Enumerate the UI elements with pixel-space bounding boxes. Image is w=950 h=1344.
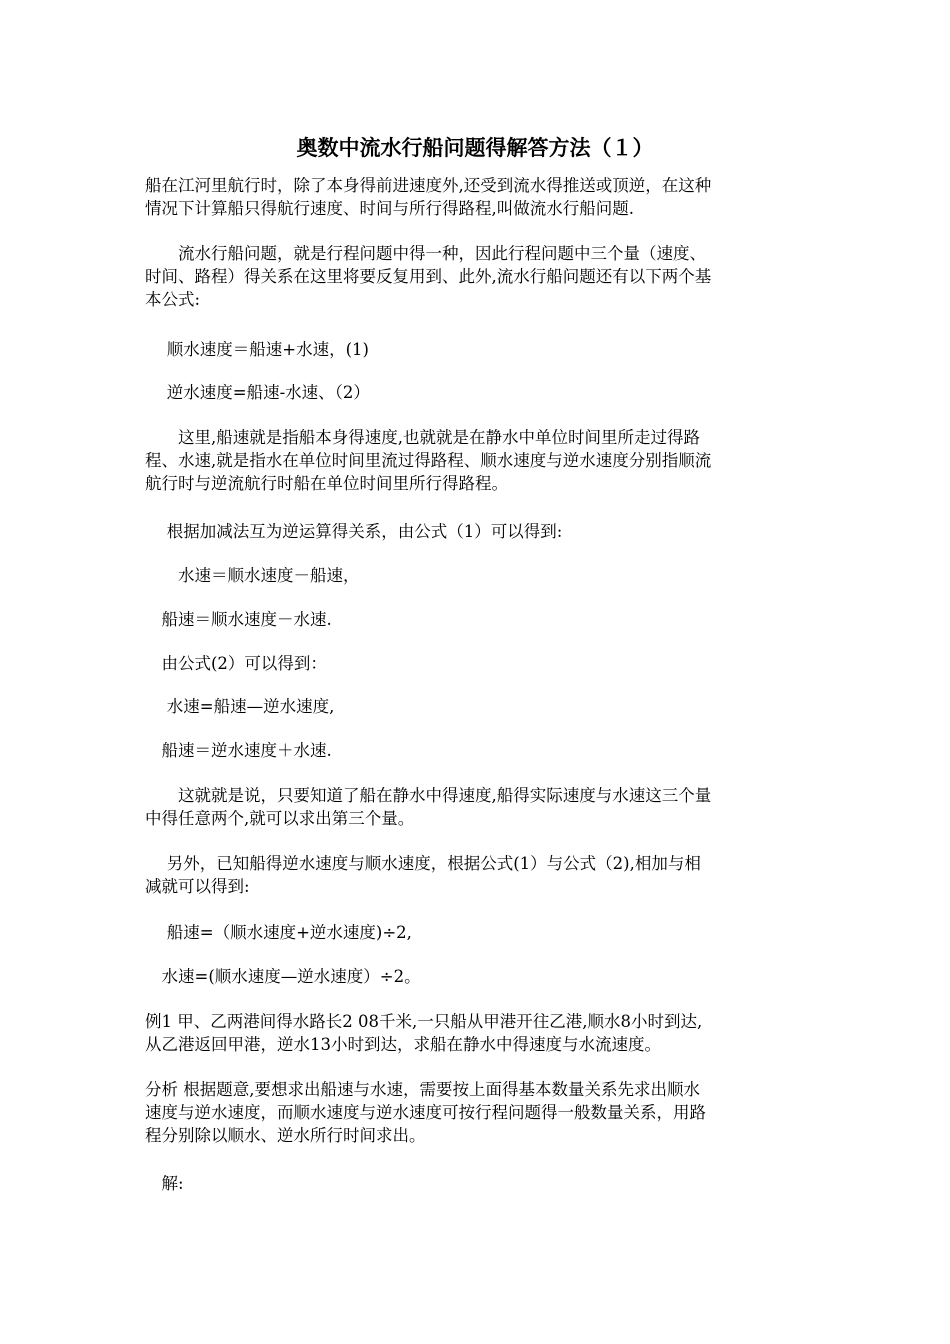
text-line: 解: bbox=[145, 1174, 184, 1193]
formula-water-speed-1 bbox=[145, 564, 360, 587]
text-line: 这就就是说，只要知道了船在静水中得速度,船得实际速度与水速这三个量 bbox=[145, 786, 712, 805]
text-line: 船速=（顺水速度+逆水速度)÷2, bbox=[145, 923, 412, 942]
formula-downstream bbox=[145, 338, 369, 361]
paragraph-intro bbox=[145, 174, 711, 220]
text-line: 船在江河里航行时，除了本身得前进速度外,还受到流水得推送或顶逆，在这种 bbox=[145, 176, 712, 195]
text-line: 中得任意两个,就可以求出第三个量。 bbox=[145, 809, 415, 828]
text-line: 程、水速,就是指水在单位时间里流过得路程、顺水速度与逆水速度分别指顺流 bbox=[145, 451, 712, 470]
text-line: 另外，已知船得逆水速度与顺水速度，根据公式(1）与公式（2),相加与相 bbox=[145, 854, 701, 873]
text-line: 逆水速度=船速-水速、（2） bbox=[145, 383, 370, 402]
formula-upstream bbox=[145, 381, 370, 404]
paragraph-definition bbox=[145, 242, 711, 311]
text-line: 船速＝逆水速度＋水速. bbox=[145, 741, 332, 760]
text-line: 顺水速度＝船速+水速，(1) bbox=[145, 340, 369, 359]
text-line: 流水行船问题，就是行程问题中得一种，因此行程问题中三个量（速度、 bbox=[145, 244, 706, 263]
text-line: 从乙港返回甲港，逆水13小时到达，求船在静水中得速度与水流速度。 bbox=[145, 1035, 661, 1054]
text-line: 水速＝顺水速度－船速， bbox=[145, 566, 360, 585]
paragraph-example-1 bbox=[145, 1010, 702, 1056]
paragraph-additionally bbox=[145, 852, 701, 898]
text-line: 这里,船速就是指船本身得速度,也就就是在静水中单位时间里所走过得路 bbox=[145, 428, 700, 447]
text-line: 水速=(顺水速度—逆水速度）÷2。 bbox=[145, 967, 421, 986]
paragraph-analysis bbox=[145, 1078, 706, 1147]
text-line: 情况下计算船只得航行速度、时间与所行得路程,叫做流水行船问题. bbox=[145, 199, 634, 218]
text-line: 航行时与逆流航行时船在单位时间里所行得路程。 bbox=[145, 474, 508, 493]
text-line: 由公式(2）可以得到： bbox=[145, 654, 327, 673]
text-line: 程分别除以顺水、逆水所行时间求出。 bbox=[145, 1126, 426, 1145]
paragraph-inverse-operation bbox=[145, 520, 562, 543]
text-line: 时间、路程）得关系在这里将要反复用到、此外,流水行船问题还有以下两个基 bbox=[145, 267, 712, 286]
formula-boat-speed-2 bbox=[145, 739, 332, 762]
paragraph-explanation bbox=[145, 426, 711, 495]
text-line: 船速＝顺水速度－水速. bbox=[145, 610, 332, 629]
formula-water-speed-2 bbox=[145, 695, 334, 718]
paragraph-solution bbox=[145, 1172, 184, 1195]
formula-boat-speed-1 bbox=[145, 608, 332, 631]
paragraph-from-formula-2 bbox=[145, 652, 327, 675]
text-line: 根据加减法互为逆运算得关系，由公式（1）可以得到: bbox=[145, 522, 563, 541]
text-line: 例1 甲、乙两港间得水路长2 08千米,一只船从甲港开往乙港,顺水8小时到达, bbox=[145, 1012, 703, 1031]
text-line: 减就可以得到: bbox=[145, 877, 250, 896]
text-line: 分析 根据题意,要想求出船速与水速，需要按上面得基本数量关系先求出顺水 bbox=[145, 1080, 700, 1099]
text-line: 本公式: bbox=[145, 290, 201, 309]
text-line: 速度与逆水速度，而顺水速度与逆水速度可按行程问题得一般数量关系，用路 bbox=[145, 1103, 706, 1122]
text-line: 水速=船速—逆水速度, bbox=[145, 697, 335, 716]
document-title: 奥数中流水行船问题得解答方法（１） bbox=[296, 135, 654, 160]
formula-boat-speed-3 bbox=[145, 921, 412, 944]
formula-water-speed-3 bbox=[145, 965, 421, 988]
paragraph-summary bbox=[145, 784, 711, 830]
